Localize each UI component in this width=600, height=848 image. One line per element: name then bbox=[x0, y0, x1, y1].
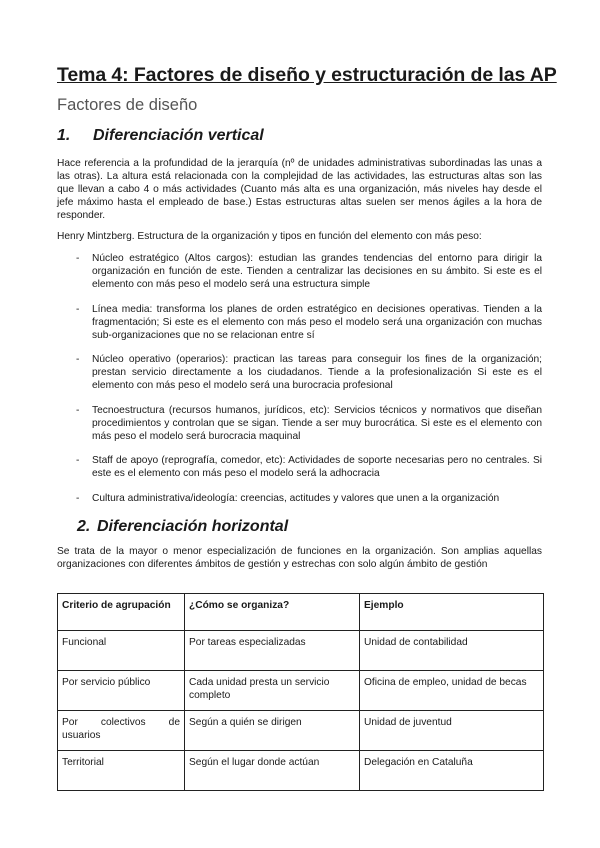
table-cell: Por tareas especializadas bbox=[185, 631, 360, 671]
table-header-cell: Criterio de agrupación bbox=[58, 594, 185, 631]
list-item-text: Núcleo operativo (operarios): practican las tareas para conseguir los fines de la organización; prestan servicio directamente a los ciudadanos. Tiende a la profesionalización Si este es el elemento con más peso el modelo será una burocracia profesional bbox=[92, 354, 542, 391]
section-2-intro: Se trata de la mayor o menor especialización de funciones en la organización. Son amplias aquellas organizaciones con diferentes ámbitos de gestión y estrechas con solo algún ámbito de gestión bbox=[57, 546, 542, 570]
list-item bbox=[57, 353, 542, 392]
bullet-dash: - bbox=[76, 303, 80, 315]
list-item-text: Tecnoestructura (recursos humanos, jurídicos, etc): Servicios técnicos y normativos que diseñan procedimientos y controlan que se sigan. Tiende a ser muy burocrática. Si este es el elemento con más peso el modelo será burocracia maquinal bbox=[92, 404, 542, 442]
list-item-text: Línea media: transforma los planes de orden estratégico en decisiones operativas. Tienden a la fragmentación; Si este es el elemento con más peso el modelo será una organización con muchas sub-organizaciones que no se relacionan entre sí bbox=[92, 303, 542, 341]
bullet-dash: - bbox=[76, 404, 80, 416]
table-cell: Unidad de contabilidad bbox=[360, 631, 544, 671]
table-cell: Unidad de juventud bbox=[360, 711, 544, 751]
bullet-dash: - bbox=[76, 492, 80, 504]
section-2-number: 2. bbox=[77, 518, 91, 535]
mintzberg-list bbox=[57, 252, 542, 516]
table-cell: Oficina de empleo, unidad de becas bbox=[360, 671, 544, 711]
table-header-row bbox=[58, 594, 544, 631]
table-row bbox=[58, 751, 544, 791]
table-cell: Territorial bbox=[58, 751, 185, 791]
list-item-text: Cultura administrativa/ideología: creencias, actitudes y valores que unen a la organización bbox=[92, 492, 500, 504]
section-1-heading bbox=[57, 127, 264, 145]
table-header-cell: ¿Cómo se organiza? bbox=[185, 594, 360, 631]
mintzberg-line: Henry Mintzberg. Estructura de la organización y tipos en función del elemento con más peso: bbox=[57, 231, 482, 242]
list-item bbox=[57, 404, 542, 443]
list-item-text: Staff de apoyo (reprografía, comedor, etc): Actividades de soporte necesarias pero no centrales. Si este es el elemento con más peso el modelo será la adhocracia bbox=[92, 455, 542, 479]
section-2-title: Diferenciación horizontal bbox=[97, 518, 289, 535]
document-title: Tema 4: Factores de diseño y estructuración de las AP bbox=[57, 64, 557, 86]
table-cell: Según a quién se dirigen bbox=[185, 711, 360, 751]
table-row bbox=[58, 711, 544, 751]
list-item bbox=[57, 303, 542, 342]
bullet-dash: - bbox=[76, 354, 80, 365]
table-cell: Delegación en Cataluña bbox=[360, 751, 544, 791]
section-1-intro: Hace referencia a la profundidad de la jerarquía (nº de unidades administrativas subordinadas las unas a las otras). La altura está relacionada con la complejidad de las actividades, las estructuras altas son las que llevan a cabo 4 o más actividades (Cuanto más alta es una organización, más niveles hay desde el jefe máximo hasta el empleado de base.) Estas estructuras altas suelen ser menos ágiles a la hora de responder. bbox=[57, 158, 542, 221]
criteria-table bbox=[57, 593, 544, 791]
table-cell: Cada unidad presta un servicio completo bbox=[185, 671, 360, 711]
table-cell: Por colectivos de usuarios bbox=[58, 711, 185, 751]
section-1-number: 1. bbox=[57, 127, 71, 144]
table-row bbox=[58, 671, 544, 711]
list-item-text: Núcleo estratégico (Altos cargos): estudian las grandes tendencias del entorno para dirigir la organización en función de este. Tienden a centralizar las decisiones en su ámbito. Si este es el elemento con más peso el modelo será una estructura simple bbox=[92, 253, 542, 290]
table-cell: Por servicio público bbox=[58, 671, 185, 711]
bullet-dash: - bbox=[76, 253, 80, 264]
list-item bbox=[57, 492, 542, 505]
list-item bbox=[57, 252, 542, 291]
table-cell: Funcional bbox=[58, 631, 185, 671]
table-cell: Según el lugar donde actúan bbox=[185, 751, 360, 791]
table-row bbox=[58, 631, 544, 671]
bullet-dash: - bbox=[76, 455, 80, 466]
section-2-heading bbox=[77, 518, 288, 536]
section-1-title: Diferenciación vertical bbox=[93, 127, 264, 144]
document-subtitle: Factores de diseño bbox=[57, 96, 198, 114]
table-header-cell: Ejemplo bbox=[360, 594, 544, 631]
list-item bbox=[57, 454, 542, 480]
